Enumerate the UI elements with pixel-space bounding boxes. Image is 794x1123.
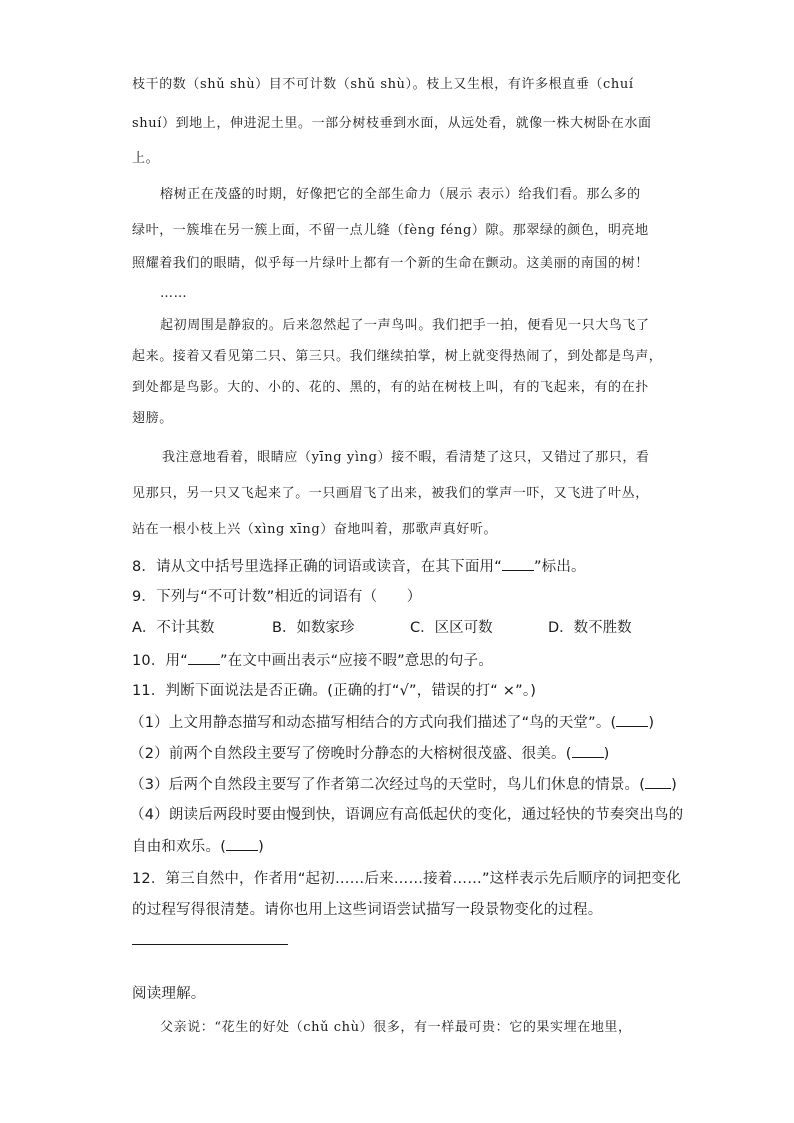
passage-line: 到处都是鸟影。大的、小的、花的、黑的，有的站在树枝上叫，有的飞起来，有的在扑 bbox=[132, 380, 649, 395]
passage-line: 见那只，另一只又飞起来了。一只画眉飞了出来，被我们的掌声一吓，又飞进了叶丛， bbox=[132, 486, 649, 501]
passage-line: 我注意地看着，眼睛应（yīng yìng）接不暇，看清楚了这只，又错过了那只，看 bbox=[162, 450, 650, 465]
passage-line: 站在一根小枝上兴（xìng xīng）奋地叫着，那歌声真好听。 bbox=[132, 522, 498, 537]
answer-line[interactable] bbox=[132, 944, 288, 945]
passage-line: 上。 bbox=[132, 151, 160, 166]
question-11-item-1: （1）上文用静态描写和动态描写相结合的方式向我们描述了“鸟的天堂”。( ) bbox=[130, 712, 654, 733]
question-9: 9．下列与“不可计数”相近的词语有（ ） bbox=[132, 589, 422, 605]
option-d[interactable]: D．数不胜数 bbox=[548, 620, 632, 636]
passage-line: 起初周围是静寂的。后来忽然起了一声鸟叫。我们把手一拍，便看见一只大鸟飞了 bbox=[160, 318, 650, 333]
section-heading: 阅读理解。 bbox=[132, 986, 206, 1002]
passage-line: 父亲说：“花生的好处（chǔ chù）很多，有一样最可贵：它的果实埋在地里， bbox=[160, 1020, 632, 1035]
question-11-item-3: （3）后两个自然段主要写了作者第二次经过鸟的天堂时，鸟儿们休息的情景。( ) bbox=[130, 774, 677, 795]
question-8: 8．请从文中括号里选择正确的词语或读音，在其下面用“ ”标出。 bbox=[132, 556, 586, 577]
answer-blank[interactable] bbox=[226, 836, 258, 851]
question-12: 12．第三自然中，作者用“起初……后来……接着……”这样表示先后顺序的词把变化 bbox=[132, 871, 681, 887]
answer-blank[interactable] bbox=[616, 712, 648, 727]
question-12-cont: 的过程写得很清楚。请你也用上这些词语尝试描写一段景物变化的过程。 bbox=[132, 902, 603, 918]
passage-line: 起来。接着又看见第二只、第三只。我们继续拍掌，树上就变得热闹了，到处都是鸟声， bbox=[132, 349, 663, 364]
passage-line: shuí）到地上，伸进泥土里。一部分树枝垂到水面，从远处看，就像一株大树卧在水面 bbox=[132, 116, 652, 131]
answer-blank[interactable] bbox=[188, 650, 220, 665]
passage-line: 榕树正在茂盛的时期，好像把它的全部生命力（展示 表示）给我们看。那么多的 bbox=[160, 187, 641, 202]
passage-line: 照耀着我们的眼睛，似乎每一片绿叶上都有一个新的生命在颤动。这美丽的南国的树！ bbox=[132, 256, 649, 271]
question-11-item-2: （2）前两个自然段主要写了傍晚时分静态的大榕树很茂盛、很美。( ) bbox=[130, 743, 609, 764]
answer-blank[interactable] bbox=[502, 556, 534, 571]
option-b[interactable]: B．如数家珍 bbox=[272, 620, 355, 636]
passage-line: 枝干的数（shǔ shù）目不可计数（shǔ shù）。枝上又生根，有许多根直垂（chuí bbox=[132, 77, 634, 92]
answer-blank[interactable] bbox=[645, 774, 671, 789]
option-c[interactable]: C．区区可数 bbox=[410, 620, 493, 636]
question-11-item-4: （4）朗读后两段时要由慢到快，语调应有高低起伏的变化，通过轻快的节奏突出鸟的 bbox=[130, 807, 684, 823]
passage-line: 翅膀。 bbox=[132, 411, 173, 426]
passage-ellipsis: …… bbox=[160, 286, 188, 301]
question-11: 11．判断下面说法是否正确。(正确的打“√”，错误的打“ ×”。) bbox=[132, 683, 537, 699]
answer-blank[interactable] bbox=[572, 743, 604, 758]
option-a[interactable]: A．不计其数 bbox=[132, 620, 215, 636]
question-11-item-4-cont: 自由和欢乐。( ) bbox=[132, 836, 264, 857]
question-10: 10．用“ ”在文中画出表示“应接不暇”意思的句子。 bbox=[132, 650, 493, 671]
passage-line: 绿叶，一簇堆在另一簇上面，不留一点儿缝（fèng féng）隙。那翠绿的颜色，明亮地 bbox=[132, 223, 649, 238]
